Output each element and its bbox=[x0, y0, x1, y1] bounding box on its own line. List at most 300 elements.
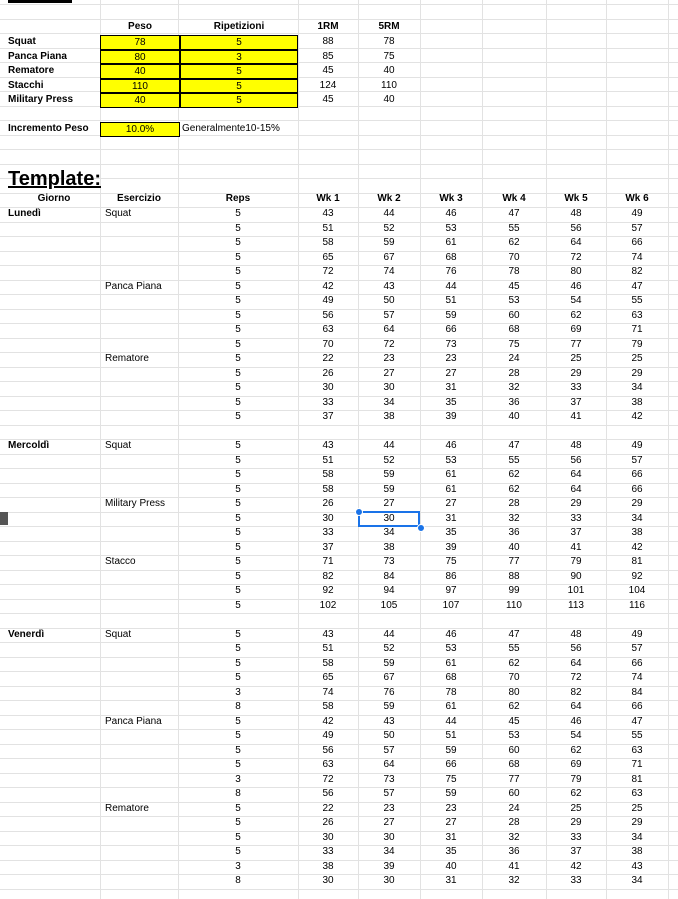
wk4-value[interactable]: 77 bbox=[508, 773, 520, 785]
wk1-value[interactable]: 49 bbox=[322, 730, 334, 741]
wk3-value[interactable]: 23 bbox=[445, 353, 457, 364]
wk4-value[interactable]: 53 bbox=[508, 295, 520, 306]
wk4-value[interactable]: 68 bbox=[508, 324, 520, 335]
wk1-value[interactable]: 92 bbox=[322, 585, 334, 596]
wk5-value[interactable]: 77 bbox=[570, 338, 582, 350]
wk1-value[interactable]: 74 bbox=[322, 686, 334, 698]
reps-value[interactable]: 5 bbox=[235, 672, 241, 683]
wk4-value[interactable]: 70 bbox=[508, 251, 520, 263]
wk4-value[interactable]: 32 bbox=[508, 382, 520, 393]
wk4-value[interactable]: 70 bbox=[508, 672, 520, 683]
active-cell-selection[interactable] bbox=[358, 511, 420, 527]
wk6-value[interactable]: 47 bbox=[631, 715, 643, 727]
reps-value[interactable]: 5 bbox=[235, 599, 241, 611]
reps-value[interactable]: 5 bbox=[235, 222, 241, 234]
wk2-value[interactable]: 57 bbox=[383, 309, 395, 321]
reps-value[interactable]: 5 bbox=[235, 802, 241, 814]
wk3-value[interactable]: 59 bbox=[445, 309, 457, 321]
wk3-value[interactable]: 61 bbox=[445, 483, 457, 495]
ripetizioni-input[interactable]: 5 bbox=[180, 93, 298, 108]
wk2-value[interactable]: 27 bbox=[383, 498, 395, 509]
wk1-value[interactable]: 51 bbox=[322, 222, 334, 234]
wk6-value[interactable]: 29 bbox=[631, 367, 643, 379]
wk2-value[interactable]: 105 bbox=[380, 599, 398, 611]
wk6-value[interactable]: 25 bbox=[631, 353, 643, 364]
wk5-value[interactable]: 46 bbox=[570, 715, 582, 727]
wk2-value[interactable]: 50 bbox=[383, 730, 395, 741]
wk4-value[interactable]: 110 bbox=[506, 599, 522, 611]
wk6-value[interactable]: 74 bbox=[631, 251, 643, 263]
wk5-value[interactable]: 79 bbox=[570, 556, 582, 567]
selection-handle[interactable] bbox=[355, 508, 363, 516]
wk2-value[interactable]: 34 bbox=[383, 846, 395, 857]
wk6-value[interactable]: 63 bbox=[631, 744, 643, 756]
wk4-value[interactable]: 45 bbox=[508, 715, 520, 727]
wk4-value[interactable]: 41 bbox=[508, 860, 520, 872]
wk3-value[interactable]: 44 bbox=[445, 280, 457, 292]
reps-value[interactable]: 5 bbox=[235, 208, 241, 219]
wk4-value[interactable]: 45 bbox=[508, 280, 520, 292]
wk6-value[interactable]: 66 bbox=[631, 469, 643, 480]
wk5-value[interactable]: 62 bbox=[570, 744, 582, 756]
wk2-value[interactable]: 59 bbox=[383, 469, 395, 480]
wk3-value[interactable]: 31 bbox=[445, 831, 457, 843]
exercise-label[interactable]: Panca Piana bbox=[105, 280, 162, 292]
wk4-value[interactable]: 32 bbox=[508, 875, 520, 886]
wk5-value[interactable]: 33 bbox=[570, 875, 582, 886]
wk2-value[interactable]: 23 bbox=[383, 802, 395, 814]
reps-value[interactable]: 3 bbox=[235, 686, 241, 698]
wk4-value[interactable]: 36 bbox=[508, 846, 520, 857]
wk4-value[interactable]: 24 bbox=[508, 353, 520, 364]
wk1-value[interactable]: 58 bbox=[322, 483, 334, 495]
wk2-value[interactable]: 84 bbox=[383, 570, 395, 582]
wk5-value[interactable]: 69 bbox=[570, 324, 582, 335]
wk3-value[interactable]: 61 bbox=[445, 701, 457, 712]
reps-value[interactable]: 8 bbox=[235, 788, 241, 799]
wk2-value[interactable]: 27 bbox=[383, 367, 395, 379]
peso-input[interactable]: 78 bbox=[100, 35, 180, 50]
wk1-value[interactable]: 56 bbox=[322, 744, 334, 756]
wk1-value[interactable]: 65 bbox=[322, 672, 334, 683]
reps-value[interactable]: 5 bbox=[235, 541, 241, 553]
wk3-value[interactable]: 53 bbox=[445, 454, 457, 466]
exercise-label[interactable]: Stacco bbox=[105, 556, 136, 567]
wk6-value[interactable]: 57 bbox=[631, 643, 643, 654]
wk5-value[interactable]: 48 bbox=[570, 440, 582, 451]
wk6-value[interactable]: 38 bbox=[631, 527, 643, 538]
wk2-value[interactable]: 27 bbox=[383, 817, 395, 828]
wk6-value[interactable]: 66 bbox=[631, 657, 643, 669]
wk3-value[interactable]: 59 bbox=[445, 788, 457, 799]
wk5-value[interactable]: 54 bbox=[570, 295, 582, 306]
wk6-value[interactable]: 92 bbox=[631, 570, 643, 582]
wk5-value[interactable]: 29 bbox=[570, 498, 582, 509]
wk4-value[interactable]: 47 bbox=[508, 628, 520, 640]
wk1-value[interactable]: 30 bbox=[322, 875, 334, 886]
wk5-value[interactable]: 33 bbox=[570, 512, 582, 524]
wk6-value[interactable]: 66 bbox=[631, 701, 643, 712]
reps-value[interactable]: 5 bbox=[235, 483, 241, 495]
wk3-value[interactable]: 66 bbox=[445, 324, 457, 335]
wk1-value[interactable]: 51 bbox=[322, 454, 334, 466]
wk2-value[interactable]: 44 bbox=[383, 628, 395, 640]
wk3-value[interactable]: 35 bbox=[445, 396, 457, 408]
wk3-value[interactable]: 59 bbox=[445, 744, 457, 756]
wk4-value[interactable]: 53 bbox=[508, 730, 520, 741]
wk2-value[interactable]: 30 bbox=[383, 382, 395, 393]
increment-input[interactable]: 10.0% bbox=[100, 122, 180, 137]
wk1-value[interactable]: 33 bbox=[322, 846, 334, 857]
wk3-value[interactable]: 23 bbox=[445, 802, 457, 814]
wk6-value[interactable]: 81 bbox=[631, 773, 643, 785]
wk5-value[interactable]: 37 bbox=[570, 396, 582, 408]
wk6-value[interactable]: 49 bbox=[631, 208, 643, 219]
wk1-value[interactable]: 37 bbox=[322, 541, 334, 553]
wk1-value[interactable]: 63 bbox=[322, 759, 334, 770]
wk2-value[interactable]: 50 bbox=[383, 295, 395, 306]
wk2-value[interactable]: 73 bbox=[383, 773, 395, 785]
day-label[interactable]: Lunedì bbox=[8, 208, 41, 219]
wk1-value[interactable]: 58 bbox=[322, 701, 334, 712]
wk3-value[interactable]: 44 bbox=[445, 715, 457, 727]
wk3-value[interactable]: 61 bbox=[445, 237, 457, 248]
wk6-value[interactable]: 104 bbox=[628, 585, 646, 596]
wk5-value[interactable]: 33 bbox=[570, 382, 582, 393]
wk6-value[interactable]: 71 bbox=[631, 759, 643, 770]
wk2-value[interactable]: 30 bbox=[383, 831, 395, 843]
wk1-value[interactable]: 58 bbox=[322, 657, 334, 669]
exercise-label[interactable]: Rematore bbox=[105, 353, 149, 364]
wk1-value[interactable]: 42 bbox=[322, 280, 334, 292]
wk2-value[interactable]: 43 bbox=[383, 715, 395, 727]
wk5-value[interactable]: 69 bbox=[570, 759, 582, 770]
wk5-value[interactable]: 48 bbox=[570, 208, 582, 219]
wk3-value[interactable]: 46 bbox=[445, 440, 457, 451]
selection-handle[interactable] bbox=[417, 524, 425, 532]
reps-value[interactable]: 5 bbox=[235, 382, 241, 393]
wk5-value[interactable]: 54 bbox=[570, 730, 582, 741]
wk4-value[interactable]: 62 bbox=[508, 237, 520, 248]
wk5-value[interactable]: 41 bbox=[570, 541, 582, 553]
wk2-value[interactable]: 52 bbox=[383, 222, 395, 234]
wk1-value[interactable]: 26 bbox=[322, 367, 334, 379]
wk2-value[interactable]: 38 bbox=[383, 541, 395, 553]
reps-value[interactable]: 5 bbox=[235, 512, 241, 524]
reps-value[interactable]: 5 bbox=[235, 295, 241, 306]
peso-input[interactable]: 80 bbox=[100, 50, 180, 65]
wk4-value[interactable]: 55 bbox=[508, 222, 520, 234]
reps-value[interactable]: 5 bbox=[235, 309, 241, 321]
wk5-value[interactable]: 113 bbox=[568, 599, 584, 611]
wk3-value[interactable]: 46 bbox=[445, 208, 457, 219]
wk4-value[interactable]: 40 bbox=[508, 541, 520, 553]
wk4-value[interactable]: 75 bbox=[508, 338, 520, 350]
reps-value[interactable]: 5 bbox=[235, 237, 241, 248]
wk3-value[interactable]: 40 bbox=[445, 860, 457, 872]
wk3-value[interactable]: 31 bbox=[445, 382, 457, 393]
wk1-value[interactable]: 49 bbox=[322, 295, 334, 306]
wk1-value[interactable]: 37 bbox=[322, 411, 334, 422]
wk6-value[interactable]: 74 bbox=[631, 672, 643, 683]
wk6-value[interactable]: 42 bbox=[631, 411, 643, 422]
wk3-value[interactable]: 35 bbox=[445, 846, 457, 857]
wk3-value[interactable]: 31 bbox=[445, 875, 457, 886]
wk4-value[interactable]: 88 bbox=[508, 570, 520, 582]
wk6-value[interactable]: 81 bbox=[631, 556, 643, 567]
peso-input[interactable]: 40 bbox=[100, 64, 180, 79]
wk2-value[interactable]: 72 bbox=[383, 338, 395, 350]
reps-value[interactable]: 3 bbox=[235, 860, 241, 872]
wk5-value[interactable]: 41 bbox=[570, 411, 582, 422]
wk1-value[interactable]: 58 bbox=[322, 469, 334, 480]
reps-value[interactable]: 5 bbox=[235, 266, 241, 277]
reps-value[interactable]: 5 bbox=[235, 411, 241, 422]
wk5-value[interactable]: 82 bbox=[570, 686, 582, 698]
wk2-value[interactable]: 59 bbox=[383, 701, 395, 712]
wk6-value[interactable]: 66 bbox=[631, 237, 643, 248]
wk2-value[interactable]: 73 bbox=[383, 556, 395, 567]
wk3-value[interactable]: 39 bbox=[445, 411, 457, 422]
wk2-value[interactable]: 39 bbox=[383, 860, 395, 872]
wk1-value[interactable]: 22 bbox=[322, 802, 334, 814]
wk2-value[interactable]: 23 bbox=[383, 353, 395, 364]
reps-value[interactable]: 5 bbox=[235, 498, 241, 509]
wk6-value[interactable]: 38 bbox=[631, 396, 643, 408]
reps-value[interactable]: 5 bbox=[235, 353, 241, 364]
wk1-value[interactable]: 26 bbox=[322, 498, 334, 509]
wk2-value[interactable]: 34 bbox=[383, 527, 395, 538]
wk5-value[interactable]: 56 bbox=[570, 222, 582, 234]
wk5-value[interactable]: 56 bbox=[570, 454, 582, 466]
wk4-value[interactable]: 62 bbox=[508, 657, 520, 669]
wk5-value[interactable]: 72 bbox=[570, 251, 582, 263]
wk2-value[interactable]: 52 bbox=[383, 643, 395, 654]
wk5-value[interactable]: 48 bbox=[570, 628, 582, 640]
wk1-value[interactable]: 58 bbox=[322, 237, 334, 248]
wk5-value[interactable]: 72 bbox=[570, 672, 582, 683]
reps-value[interactable]: 5 bbox=[235, 527, 241, 538]
wk6-value[interactable]: 47 bbox=[631, 280, 643, 292]
wk4-value[interactable]: 62 bbox=[508, 483, 520, 495]
wk2-value[interactable]: 59 bbox=[383, 657, 395, 669]
wk5-value[interactable]: 64 bbox=[570, 483, 582, 495]
wk3-value[interactable]: 51 bbox=[445, 295, 457, 306]
wk4-value[interactable]: 60 bbox=[508, 788, 520, 799]
wk2-value[interactable]: 44 bbox=[383, 208, 395, 219]
reps-value[interactable]: 5 bbox=[235, 831, 241, 843]
wk1-value[interactable]: 102 bbox=[319, 599, 337, 611]
wk3-value[interactable]: 107 bbox=[442, 599, 460, 611]
wk3-value[interactable]: 53 bbox=[445, 222, 457, 234]
day-label[interactable]: Venerdì bbox=[8, 628, 45, 640]
wk5-value[interactable]: 37 bbox=[570, 846, 582, 857]
reps-value[interactable]: 5 bbox=[235, 643, 241, 654]
wk2-value[interactable]: 67 bbox=[383, 251, 395, 263]
wk4-value[interactable]: 68 bbox=[508, 759, 520, 770]
wk6-value[interactable]: 84 bbox=[631, 686, 643, 698]
reps-value[interactable]: 5 bbox=[235, 396, 241, 408]
wk1-value[interactable]: 82 bbox=[322, 570, 334, 582]
reps-value[interactable]: 5 bbox=[235, 817, 241, 828]
wk2-value[interactable]: 59 bbox=[383, 483, 395, 495]
wk3-value[interactable]: 61 bbox=[445, 657, 457, 669]
exercise-label[interactable]: Squat bbox=[105, 440, 132, 451]
wk2-value[interactable]: 64 bbox=[383, 759, 395, 770]
wk6-value[interactable]: 34 bbox=[631, 512, 643, 524]
wk1-value[interactable]: 30 bbox=[322, 382, 334, 393]
exercise-label[interactable]: Rematore bbox=[105, 802, 149, 814]
wk3-value[interactable]: 35 bbox=[445, 527, 457, 538]
wk5-value[interactable]: 64 bbox=[570, 701, 582, 712]
wk2-value[interactable]: 64 bbox=[383, 324, 395, 335]
wk6-value[interactable]: 57 bbox=[631, 454, 643, 466]
wk2-value[interactable]: 44 bbox=[383, 440, 395, 451]
wk3-value[interactable]: 46 bbox=[445, 628, 457, 640]
wk2-value[interactable]: 57 bbox=[383, 744, 395, 756]
wk4-value[interactable]: 40 bbox=[508, 411, 520, 422]
wk1-value[interactable]: 38 bbox=[322, 860, 334, 872]
wk6-value[interactable]: 116 bbox=[629, 599, 645, 611]
wk2-value[interactable]: 34 bbox=[383, 396, 395, 408]
wk1-value[interactable]: 65 bbox=[322, 251, 334, 263]
wk1-value[interactable]: 43 bbox=[322, 208, 334, 219]
wk3-value[interactable]: 73 bbox=[445, 338, 457, 350]
reps-value[interactable]: 5 bbox=[235, 657, 241, 669]
reps-value[interactable]: 5 bbox=[235, 585, 241, 596]
wk2-value[interactable]: 67 bbox=[383, 672, 395, 683]
wk1-value[interactable]: 33 bbox=[322, 396, 334, 408]
wk2-value[interactable]: 30 bbox=[383, 875, 395, 886]
wk4-value[interactable]: 47 bbox=[508, 208, 520, 219]
wk4-value[interactable]: 55 bbox=[508, 643, 520, 654]
reps-value[interactable]: 5 bbox=[235, 454, 241, 466]
wk6-value[interactable]: 49 bbox=[631, 440, 643, 451]
wk2-value[interactable]: 52 bbox=[383, 454, 395, 466]
wk4-value[interactable]: 28 bbox=[508, 817, 520, 828]
wk4-value[interactable]: 28 bbox=[508, 367, 520, 379]
wk5-value[interactable]: 46 bbox=[570, 280, 582, 292]
wk1-value[interactable]: 51 bbox=[322, 643, 334, 654]
wk3-value[interactable]: 75 bbox=[445, 556, 457, 567]
reps-value[interactable]: 5 bbox=[235, 251, 241, 263]
wk3-value[interactable]: 61 bbox=[445, 469, 457, 480]
row-indicator[interactable] bbox=[0, 512, 8, 525]
wk3-value[interactable]: 39 bbox=[445, 541, 457, 553]
wk2-value[interactable]: 30 bbox=[383, 512, 395, 524]
wk5-value[interactable]: 37 bbox=[570, 527, 582, 538]
reps-value[interactable]: 5 bbox=[235, 440, 241, 451]
wk1-value[interactable]: 72 bbox=[322, 773, 334, 785]
wk6-value[interactable]: 34 bbox=[631, 382, 643, 393]
wk4-value[interactable]: 99 bbox=[508, 585, 520, 596]
wk1-value[interactable]: 22 bbox=[322, 353, 334, 364]
wk6-value[interactable]: 82 bbox=[631, 266, 643, 277]
reps-value[interactable]: 8 bbox=[235, 701, 241, 712]
wk2-value[interactable]: 76 bbox=[383, 686, 395, 698]
exercise-label[interactable]: Panca Piana bbox=[105, 715, 162, 727]
wk2-value[interactable]: 59 bbox=[383, 237, 395, 248]
wk3-value[interactable]: 97 bbox=[445, 585, 457, 596]
wk3-value[interactable]: 31 bbox=[445, 512, 457, 524]
wk1-value[interactable]: 56 bbox=[322, 309, 334, 321]
wk6-value[interactable]: 55 bbox=[631, 295, 643, 306]
wk1-value[interactable]: 70 bbox=[322, 338, 334, 350]
ripetizioni-input[interactable]: 5 bbox=[180, 79, 298, 94]
wk4-value[interactable]: 77 bbox=[508, 556, 520, 567]
wk2-value[interactable]: 43 bbox=[383, 280, 395, 292]
wk3-value[interactable]: 27 bbox=[445, 817, 457, 828]
wk4-value[interactable]: 78 bbox=[508, 266, 520, 277]
wk1-value[interactable]: 43 bbox=[322, 628, 334, 640]
wk6-value[interactable]: 63 bbox=[631, 309, 643, 321]
peso-input[interactable]: 110 bbox=[100, 79, 180, 94]
wk3-value[interactable]: 27 bbox=[445, 498, 457, 509]
wk2-value[interactable]: 94 bbox=[383, 585, 395, 596]
wk4-value[interactable]: 36 bbox=[508, 527, 520, 538]
reps-value[interactable]: 5 bbox=[235, 280, 241, 292]
wk3-value[interactable]: 53 bbox=[445, 643, 457, 654]
wk4-value[interactable]: 62 bbox=[508, 701, 520, 712]
wk4-value[interactable]: 28 bbox=[508, 498, 520, 509]
wk6-value[interactable]: 38 bbox=[631, 846, 643, 857]
wk6-value[interactable]: 43 bbox=[631, 860, 643, 872]
wk4-value[interactable]: 60 bbox=[508, 309, 520, 321]
wk3-value[interactable]: 76 bbox=[445, 266, 457, 277]
day-label[interactable]: Mercoldì bbox=[8, 440, 50, 451]
wk1-value[interactable]: 72 bbox=[322, 266, 334, 277]
peso-input[interactable]: 40 bbox=[100, 93, 180, 108]
reps-value[interactable]: 5 bbox=[235, 715, 241, 727]
reps-value[interactable]: 5 bbox=[235, 324, 241, 335]
wk3-value[interactable]: 68 bbox=[445, 251, 457, 263]
wk1-value[interactable]: 42 bbox=[322, 715, 334, 727]
wk6-value[interactable]: 34 bbox=[631, 875, 643, 886]
wk4-value[interactable]: 32 bbox=[508, 512, 520, 524]
reps-value[interactable]: 5 bbox=[235, 759, 241, 770]
reps-value[interactable]: 5 bbox=[235, 469, 241, 480]
wk6-value[interactable]: 55 bbox=[631, 730, 643, 741]
exercise-label[interactable]: Squat bbox=[105, 208, 132, 219]
wk3-value[interactable]: 51 bbox=[445, 730, 457, 741]
wk1-value[interactable]: 30 bbox=[322, 831, 334, 843]
wk5-value[interactable]: 56 bbox=[570, 643, 582, 654]
wk6-value[interactable]: 29 bbox=[631, 817, 643, 828]
wk6-value[interactable]: 34 bbox=[631, 831, 643, 843]
wk5-value[interactable]: 33 bbox=[570, 831, 582, 843]
wk6-value[interactable]: 42 bbox=[631, 541, 643, 553]
reps-value[interactable]: 5 bbox=[235, 730, 241, 741]
wk3-value[interactable]: 75 bbox=[445, 773, 457, 785]
wk5-value[interactable]: 25 bbox=[570, 802, 582, 814]
wk2-value[interactable]: 74 bbox=[383, 266, 395, 277]
wk5-value[interactable]: 25 bbox=[570, 353, 582, 364]
wk6-value[interactable]: 79 bbox=[631, 338, 643, 350]
reps-value[interactable]: 5 bbox=[235, 628, 241, 640]
reps-value[interactable]: 3 bbox=[235, 773, 241, 785]
wk5-value[interactable]: 90 bbox=[570, 570, 582, 582]
wk3-value[interactable]: 78 bbox=[445, 686, 457, 698]
reps-value[interactable]: 5 bbox=[235, 338, 241, 350]
wk1-value[interactable]: 71 bbox=[322, 556, 334, 567]
wk6-value[interactable]: 66 bbox=[631, 483, 643, 495]
reps-value[interactable]: 5 bbox=[235, 744, 241, 756]
wk5-value[interactable]: 64 bbox=[570, 657, 582, 669]
wk6-value[interactable]: 29 bbox=[631, 498, 643, 509]
wk6-value[interactable]: 63 bbox=[631, 788, 643, 799]
wk1-value[interactable]: 43 bbox=[322, 440, 334, 451]
wk6-value[interactable]: 49 bbox=[631, 628, 643, 640]
